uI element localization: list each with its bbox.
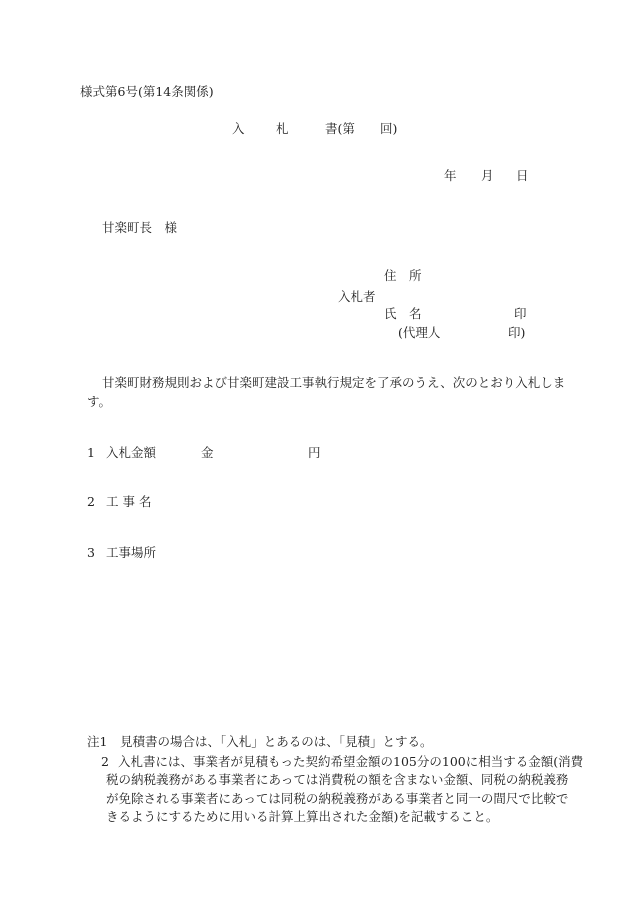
item-number: 2 xyxy=(87,494,95,509)
title-char-2: 札 xyxy=(276,121,289,136)
amount-suffix: 円 xyxy=(308,445,321,460)
date-day: 日 xyxy=(516,168,529,183)
title-char-1: 入 xyxy=(232,121,245,136)
date-year: 年 xyxy=(444,168,457,183)
title-char-4: 回) xyxy=(380,121,398,136)
item-number: 1 xyxy=(87,445,95,460)
note-1: 注1 見積書の場合は、「入札」とあるのは、「見積」とする。 xyxy=(87,734,433,749)
item-label: 工 事 名 xyxy=(106,494,152,509)
agent-seal-mark: 印) xyxy=(508,325,526,340)
agent-label: (代理人 xyxy=(398,325,441,340)
declaration-line-1: 甘楽町財務規則および甘楽町建設工事執行規定を了承のうえ、次のとおり入札しま xyxy=(102,375,566,390)
note-2-line-3: が免除される事業者にあっては同税の納税義務がある事業者と同一の間尺で比較で xyxy=(106,791,569,806)
form-number: 様式第6号(第14条関係) xyxy=(80,84,214,99)
name-label: 氏 名 xyxy=(384,306,422,321)
seal-mark: 印 xyxy=(514,306,527,321)
title-char-3: 書(第 xyxy=(325,121,355,136)
amount-prefix: 金 xyxy=(201,445,214,460)
address-label: 住 所 xyxy=(384,268,422,283)
item-label: 工事場所 xyxy=(106,545,157,560)
addressee: 甘楽町長 様 xyxy=(102,220,178,235)
note-2-line-2: 税の納税義務がある事業者にあっては消費税の額を含まない金額、同税の納税義務 xyxy=(106,772,569,787)
declaration-line-2: す。 xyxy=(87,394,112,409)
note-2-line-1: 入札書には、事業者が見積もった契約希望金額の105分の100に相当する金額(消費 xyxy=(118,754,584,769)
note-2-line-4: きるようにするために用いる計算上算出された金額)を記載すること。 xyxy=(106,809,499,824)
note-2-number: 2 xyxy=(101,754,109,769)
item-label: 入札金額 xyxy=(106,445,157,460)
item-number: 3 xyxy=(87,545,95,560)
bidder-label: 入札者 xyxy=(338,289,376,304)
date-month: 月 xyxy=(481,168,494,183)
